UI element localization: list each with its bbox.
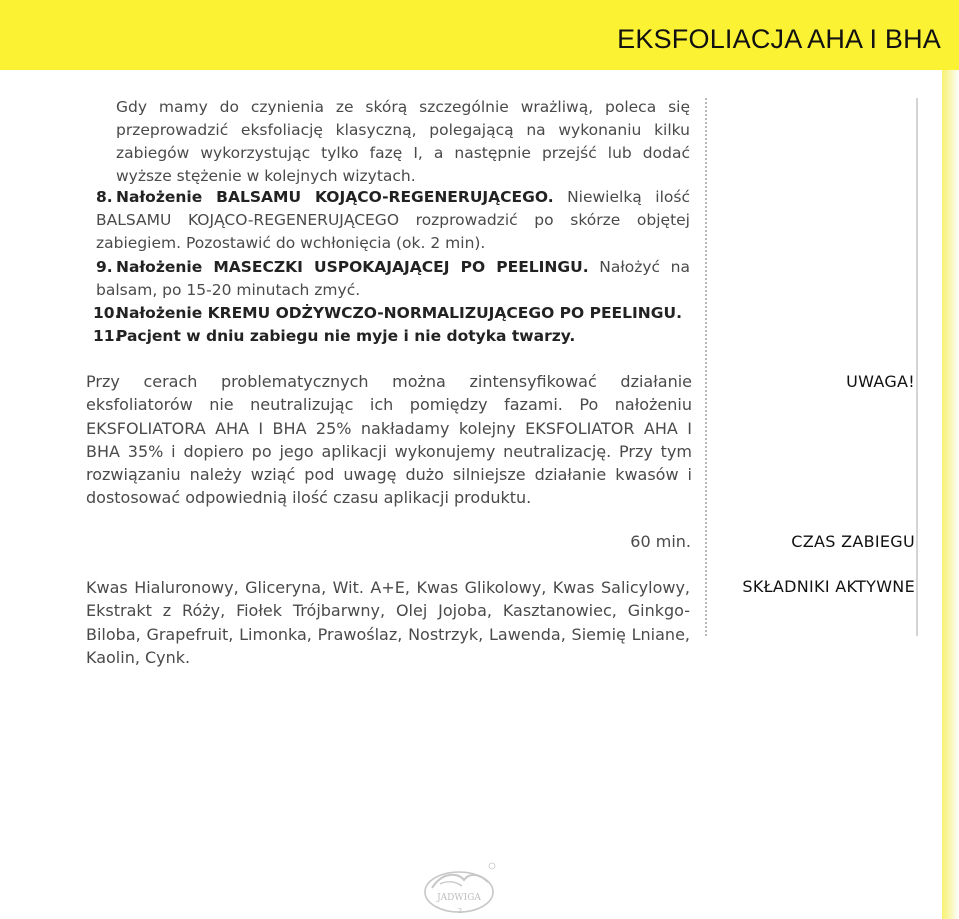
step-11 [93,325,687,348]
column-divider-right [916,98,918,636]
step-9 [96,256,690,302]
step-number: 8. [96,188,113,206]
duration-label: CZAS ZABIEGU [791,532,915,551]
page-title: EKSFOLIACJA AHA I BHA [617,24,941,54]
side-accent-strip [942,70,959,919]
step-number: 9. [96,258,113,276]
jadwiga-logo [418,858,500,916]
step-heading: Pacjent w dniu zabiegu nie myje i nie dotyka twarzy. [116,327,576,345]
warning-label: UWAGA! [846,372,915,391]
step-number: 11. [93,327,121,345]
step-10 [93,302,687,325]
column-divider-dotted [705,98,707,636]
svg-text:JADWIGA: JADWIGA [437,893,481,903]
step-heading: Nałożenie MASECZKI USPOKAJAJĄCEJ PO PEELINGU. [116,258,589,276]
step-8 [96,186,690,255]
intro-paragraph: Gdy mamy do czynienia ze skórą szczególnie wrażliwą, poleca się przeprowadzić eksfoliację klasyczną, polegającą na wykonaniu kilku zabiegów wykorzystując tylko fazę I, a następnie przejść lub dodać wyższe stężenie w kolejnych wizytach. [116,98,690,185]
step-text: Nałożyć na balsam, po 15-20 minutach zmyć. [96,258,690,299]
step-number: 10. [93,304,121,322]
warning-paragraph: Przy cerach problematycznych można zintensyfikować działanie eksfoliatorów nie neutralizując ich pomiędzy fazami. Po nałożeniu EKSFOLIATORA AHA I BHA 25% nakładamy kolejny EKSFOLIATOR AHA I BHA 35% i dopiero po jego aplikacji wykonujemy neutralizację. Przy tym rozwiązaniu należy wziąć pod uwagę dużo silniejsze działanie kwasów i dostosować odpowiednią ilość czasu aplikacji produktu. [86,372,692,508]
step-heading: Nałożenie BALSAMU KOJĄCO-REGENERUJĄCEGO. [116,188,554,206]
duration-value: 60 min. [630,532,691,551]
step-heading: Nałożenie KREMU ODŻYWCZO-NORMALIZUJĄCEGO PO PEELINGU. [116,304,682,322]
step-text: Niewielką ilość BALSAMU KOJĄCO-REGENERUJĄCEGO rozprowadzić po skórze objętej zabiegiem. Pozostawić do wchłonięcia (ok. 2 min). [96,188,690,252]
ingredients-label: SKŁADNIKI AKTYWNE [742,577,915,596]
ingredients-paragraph: Kwas Hialuronowy, Gliceryna, Wit. A+E, Kwas Glikolowy, Kwas Salicylowy, Ekstrakt z Róży, Fiołek Trójbarwny, Olej Jojoba, Kasztanowiec, Ginkgo-Biloba, Grapefruit, Limonka, Prawoślaz, Nostrzyk, Lawenda, Siemię Lniane, Kaolin, Cynk. [86,578,690,667]
svg-text:2: 2 [457,907,463,915]
